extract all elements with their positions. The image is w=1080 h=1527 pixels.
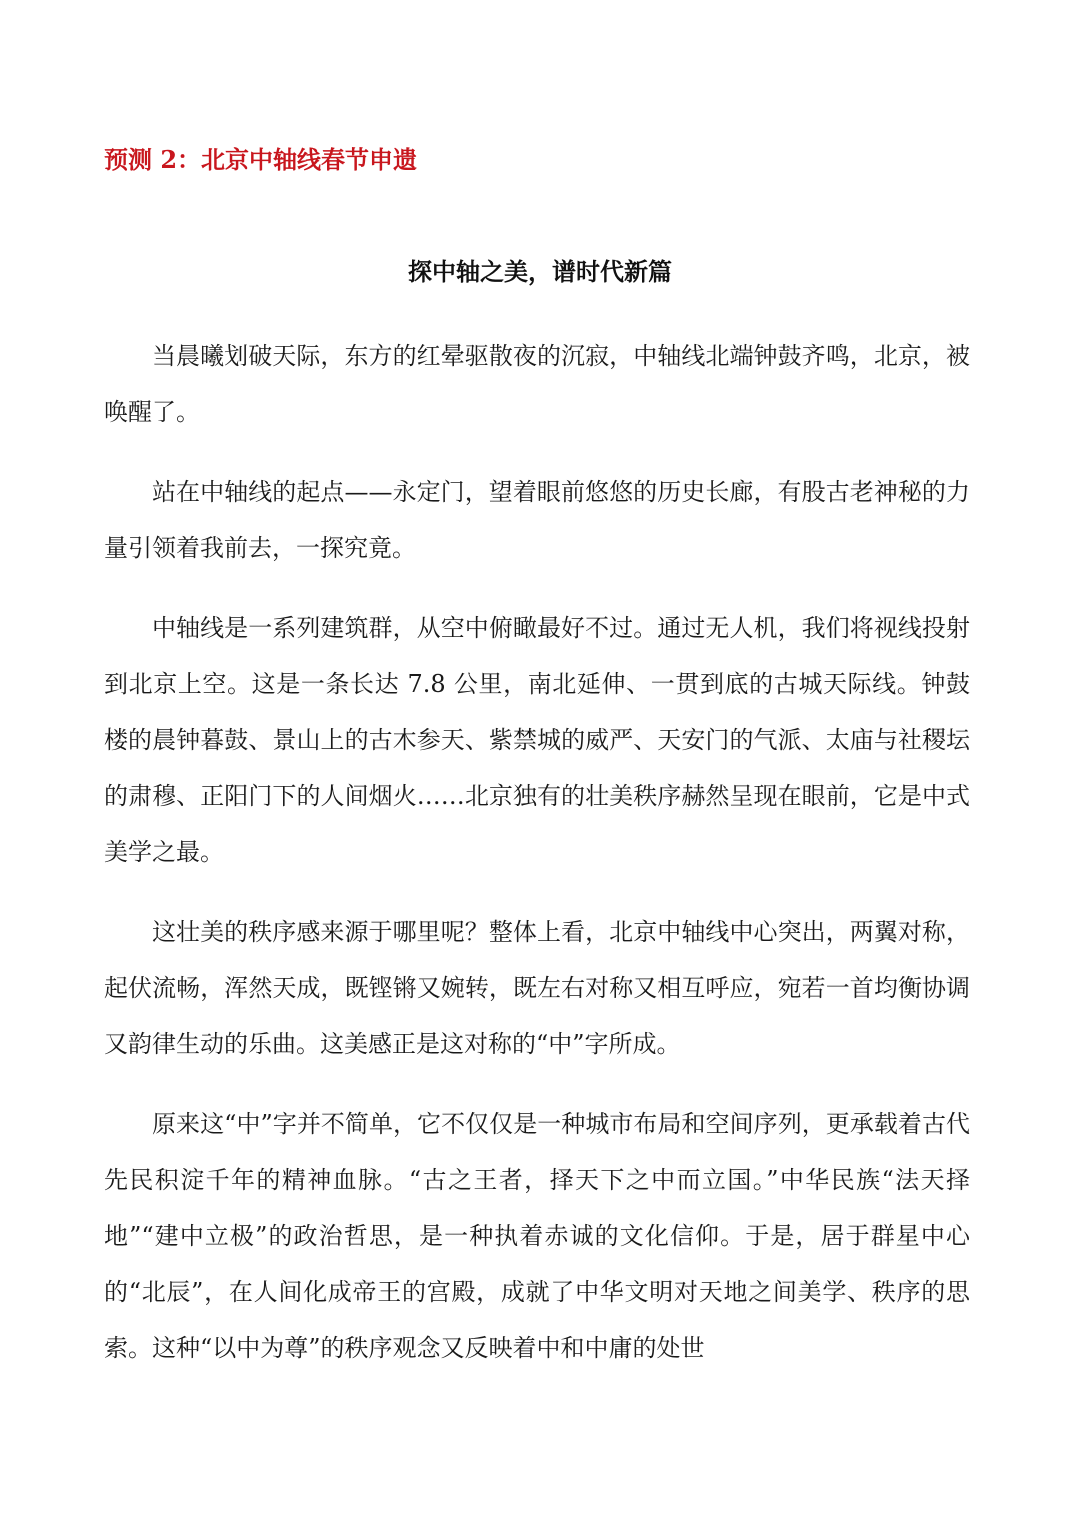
essay-title: 探中轴之美，谱时代新篇 xyxy=(408,257,672,286)
paragraph-dawn: 当晨曦划破天际，东方的红晕驱散夜的沉寂，中轴线北端钟鼓齐鸣，北京，被唤醒了。 xyxy=(104,342,970,426)
essay-body xyxy=(104,328,970,1400)
paragraph-aerial-view: 中轴线是一系列建筑群，从空中俯瞰最好不过。通过无人机，我们将视线投射到北京上空。这是一条长达 7.8 公里，南北延伸、一贯到底的古城天际线。钟鼓楼的晨钟暮鼓、景山上的古木参天、紫禁城的威严、天安门的气派、太庙与社稷坛的肃穆、正阳门下的人间烟火……北京独有的壮美秩序赫然呈现在眼前，它是中式美学之最。 xyxy=(104,614,970,866)
paragraph-order-source: 这壮美的秩序感来源于哪里呢？整体上看，北京中轴线中心突出，两翼对称，起伏流畅，浑然天成，既铿锵又婉转，既左右对称又相互呼应，宛若一首均衡协调又韵律生动的乐曲。这美感正是这对称的“中”字所成。 xyxy=(104,918,970,1058)
prediction-heading: 预测 2：北京中轴线春节申遗 xyxy=(104,145,418,174)
paragraph-yongdingmen: 站在中轴线的起点——永定门，望着眼前悠悠的历史长廊，有股古老神秘的力量引领着我前去，一探究竟。 xyxy=(104,478,970,562)
paragraph-zhong-character: 原来这“中”字并不简单，它不仅仅是一种城市布局和空间序列，更承载着古代先民积淀千年的精神血脉。“古之王者，择天下之中而立国。”中华民族“法天择地”“建中立极”的政治哲思，是一种执着赤诚的文化信仰。于是，居于群星中心的“北辰”，在人间化成帝王的宫殿，成就了中华文明对天地之间美学、秩序的思索。这种“以中为尊”的秩序观念又反映着中和中庸的处世 xyxy=(104,1110,970,1362)
